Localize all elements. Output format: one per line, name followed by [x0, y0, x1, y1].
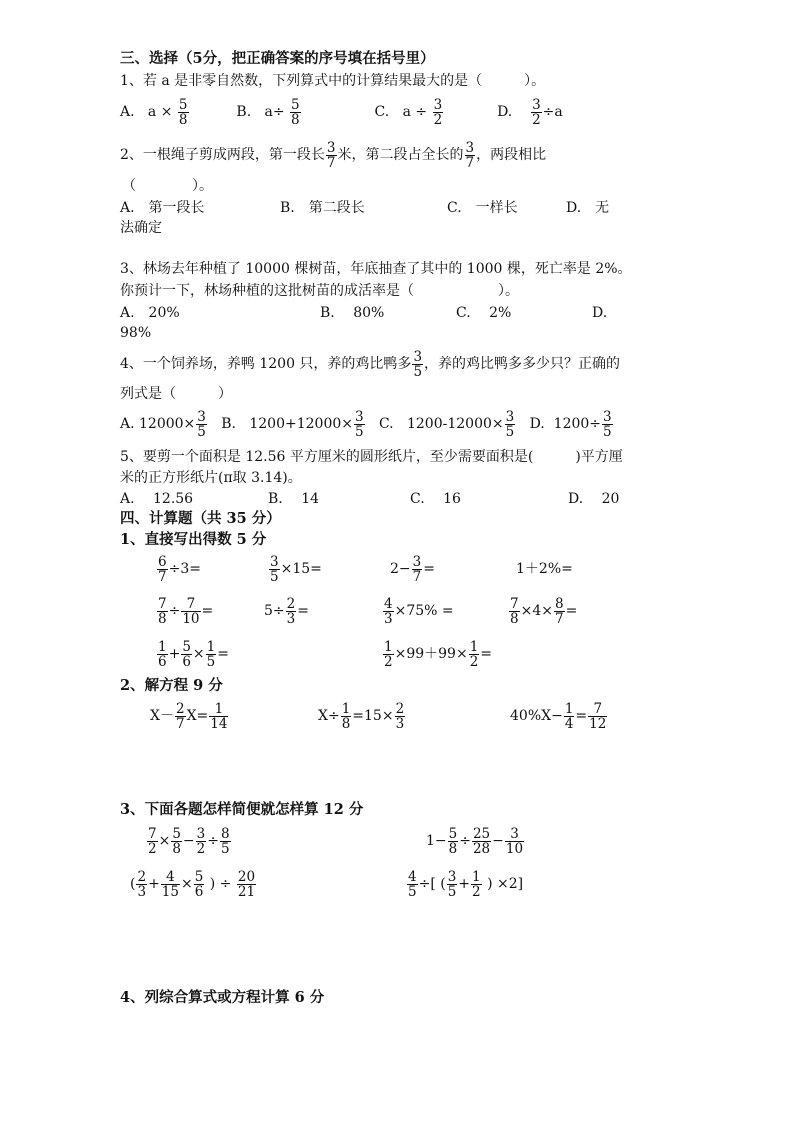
section-3-title: 三、选择（5分，把正确答案的序号填在括号里）	[120, 50, 435, 67]
section-4-title: 四、计算题（共 35 分）	[120, 510, 281, 527]
q2-option-d-wrap: 法确定	[120, 220, 162, 236]
equation-3: 40%X− $\frac{1}{4}$ = $\frac{7}{12}$	[510, 700, 607, 732]
equation-1: X－ $\frac{2}{7}$ X= $\frac{1}{14}$	[150, 700, 228, 732]
q1-option-c: C. a ÷ $\frac{3}{2}$	[374, 96, 443, 128]
part-1-title: 1、直接写出得数 5 分	[120, 531, 267, 548]
calc-2-4: $\frac{7}{8}$ ×4× $\frac{8}{7}$ =	[510, 595, 578, 627]
q3-option-d: D.	[592, 305, 608, 321]
q4-option-c: C. 1200-12000× $\frac{3}{5}$	[378, 408, 515, 440]
q1-option-a: A. a × $\frac{5}{8}$	[120, 96, 188, 128]
q3-option-a: A. 20%	[120, 305, 180, 321]
q1-stem: 1、若 a 是非零自然数，下列算式中的计算结果最大的是（ ）。	[120, 73, 546, 89]
q2-stem: 2、一根绳子剪成两段，第一段长 $\frac{3}{7}$ 米，第二段占全长的 $\frac{3}{7}$ ，两段相比	[120, 139, 547, 171]
q2-blank: （ ）。	[122, 178, 213, 194]
q2-option-d: D. 无	[566, 200, 610, 216]
q4-option-d: D. 1200÷ $\frac{3}{5}$	[529, 408, 612, 440]
q3-stem-line1: 3、林场去年种植了 10000 棵树苗，年底抽查了其中的 1000 棵，死亡率是 2%。	[120, 261, 632, 277]
part-2-title: 2、解方程 9 分	[120, 677, 223, 694]
q5-option-b: B. 14	[268, 491, 320, 507]
part-3-title: 3、下面各题怎样简便就怎样算 12 分	[120, 801, 364, 818]
q5-option-d: D. 20	[568, 491, 620, 507]
q3-option-c: C. 2%	[456, 305, 512, 321]
simplify-4: $\frac{4}{5}$ ÷[ ( $\frac{3}{5}$ + $\frac{1}{2}$ ) ×2]	[408, 868, 524, 900]
q4-option-b: B. 1200+12000× $\frac{3}{5}$	[221, 408, 364, 440]
q1-options	[120, 95, 563, 129]
equation-2: X÷ $\frac{1}{8}$ =15× $\frac{2}{3}$	[318, 700, 405, 732]
calc-2-3: $\frac{4}{3}$ ×75% =	[384, 595, 454, 627]
q4-stem-line2: 列式是（ ）	[120, 386, 232, 402]
q2-option-b: B. 第二段长	[280, 200, 365, 216]
part-4-title: 4、列综合算式或方程计算 6 分	[120, 989, 325, 1006]
calc-3-2: $\frac{1}{2}$ ×99＋99× $\frac{1}{2}$ =	[384, 638, 493, 670]
calc-1-2: $\frac{3}{5}$ ×15=	[270, 553, 322, 585]
q5-option-c: C. 16	[410, 491, 461, 507]
q1-option-d: D. $\frac{3}{2}$ ÷a	[497, 96, 563, 128]
calc-2-2: 5÷ $\frac{2}{3}$ =	[264, 595, 309, 627]
q1-option-b: B. a÷ $\frac{5}{8}$	[236, 96, 300, 128]
calc-2-1: $\frac{7}{8}$ ÷ $\frac{7}{10}$ =	[158, 595, 214, 627]
q2-option-a: A. 第一段长	[120, 200, 205, 216]
q4-stem: 4、一个饲养场，养鸭 1200 只，养的鸡比鸭多 $\frac{3}{5}$ ，养的鸡比鸭多多少只？正确的	[120, 348, 621, 380]
q4-options	[120, 406, 614, 442]
q3-option-b: B. 80%	[320, 305, 385, 321]
q3-option-d-wrap: 98%	[120, 325, 152, 341]
calc-1-3: 2− $\frac{3}{7}$ =	[390, 553, 435, 585]
q4-option-a: A. 12000× $\frac{3}{5}$	[120, 408, 206, 440]
calc-1-4: 1＋2%=	[516, 561, 573, 577]
simplify-2: 1− $\frac{5}{8}$ ÷ $\frac{25}{28}$ − $\frac{3}{10}$	[426, 825, 524, 857]
q5-stem-line2: 米的正方形纸片(π取 3.14)。	[120, 470, 302, 486]
q5-stem-line1: 5、要剪一个面积是 12.56 平方厘米的圆形纸片，至少需要面积是( )平方厘	[120, 449, 623, 465]
q2-option-c: C. 一样长	[447, 200, 518, 216]
simplify-3: ( $\frac{2}{3}$ + $\frac{4}{15}$ × $\frac{5}{6}$ ) ÷ $\frac{20}{21}$	[130, 868, 256, 900]
q3-stem-line2: 你预计一下，林场种植的这批树苗的成活率是（ ）。	[120, 283, 519, 299]
q5-option-a: A. 12.56	[120, 491, 194, 507]
simplify-1: $\frac{7}{2}$ × $\frac{5}{8}$ − $\frac{3}{2}$ ÷ $\frac{8}{5}$	[148, 825, 230, 857]
calc-1-1: $\frac{6}{7}$ ÷3=	[158, 553, 201, 585]
calc-3-1: $\frac{1}{6}$ + $\frac{5}{6}$ × $\frac{1}{5}$ =	[158, 638, 229, 670]
